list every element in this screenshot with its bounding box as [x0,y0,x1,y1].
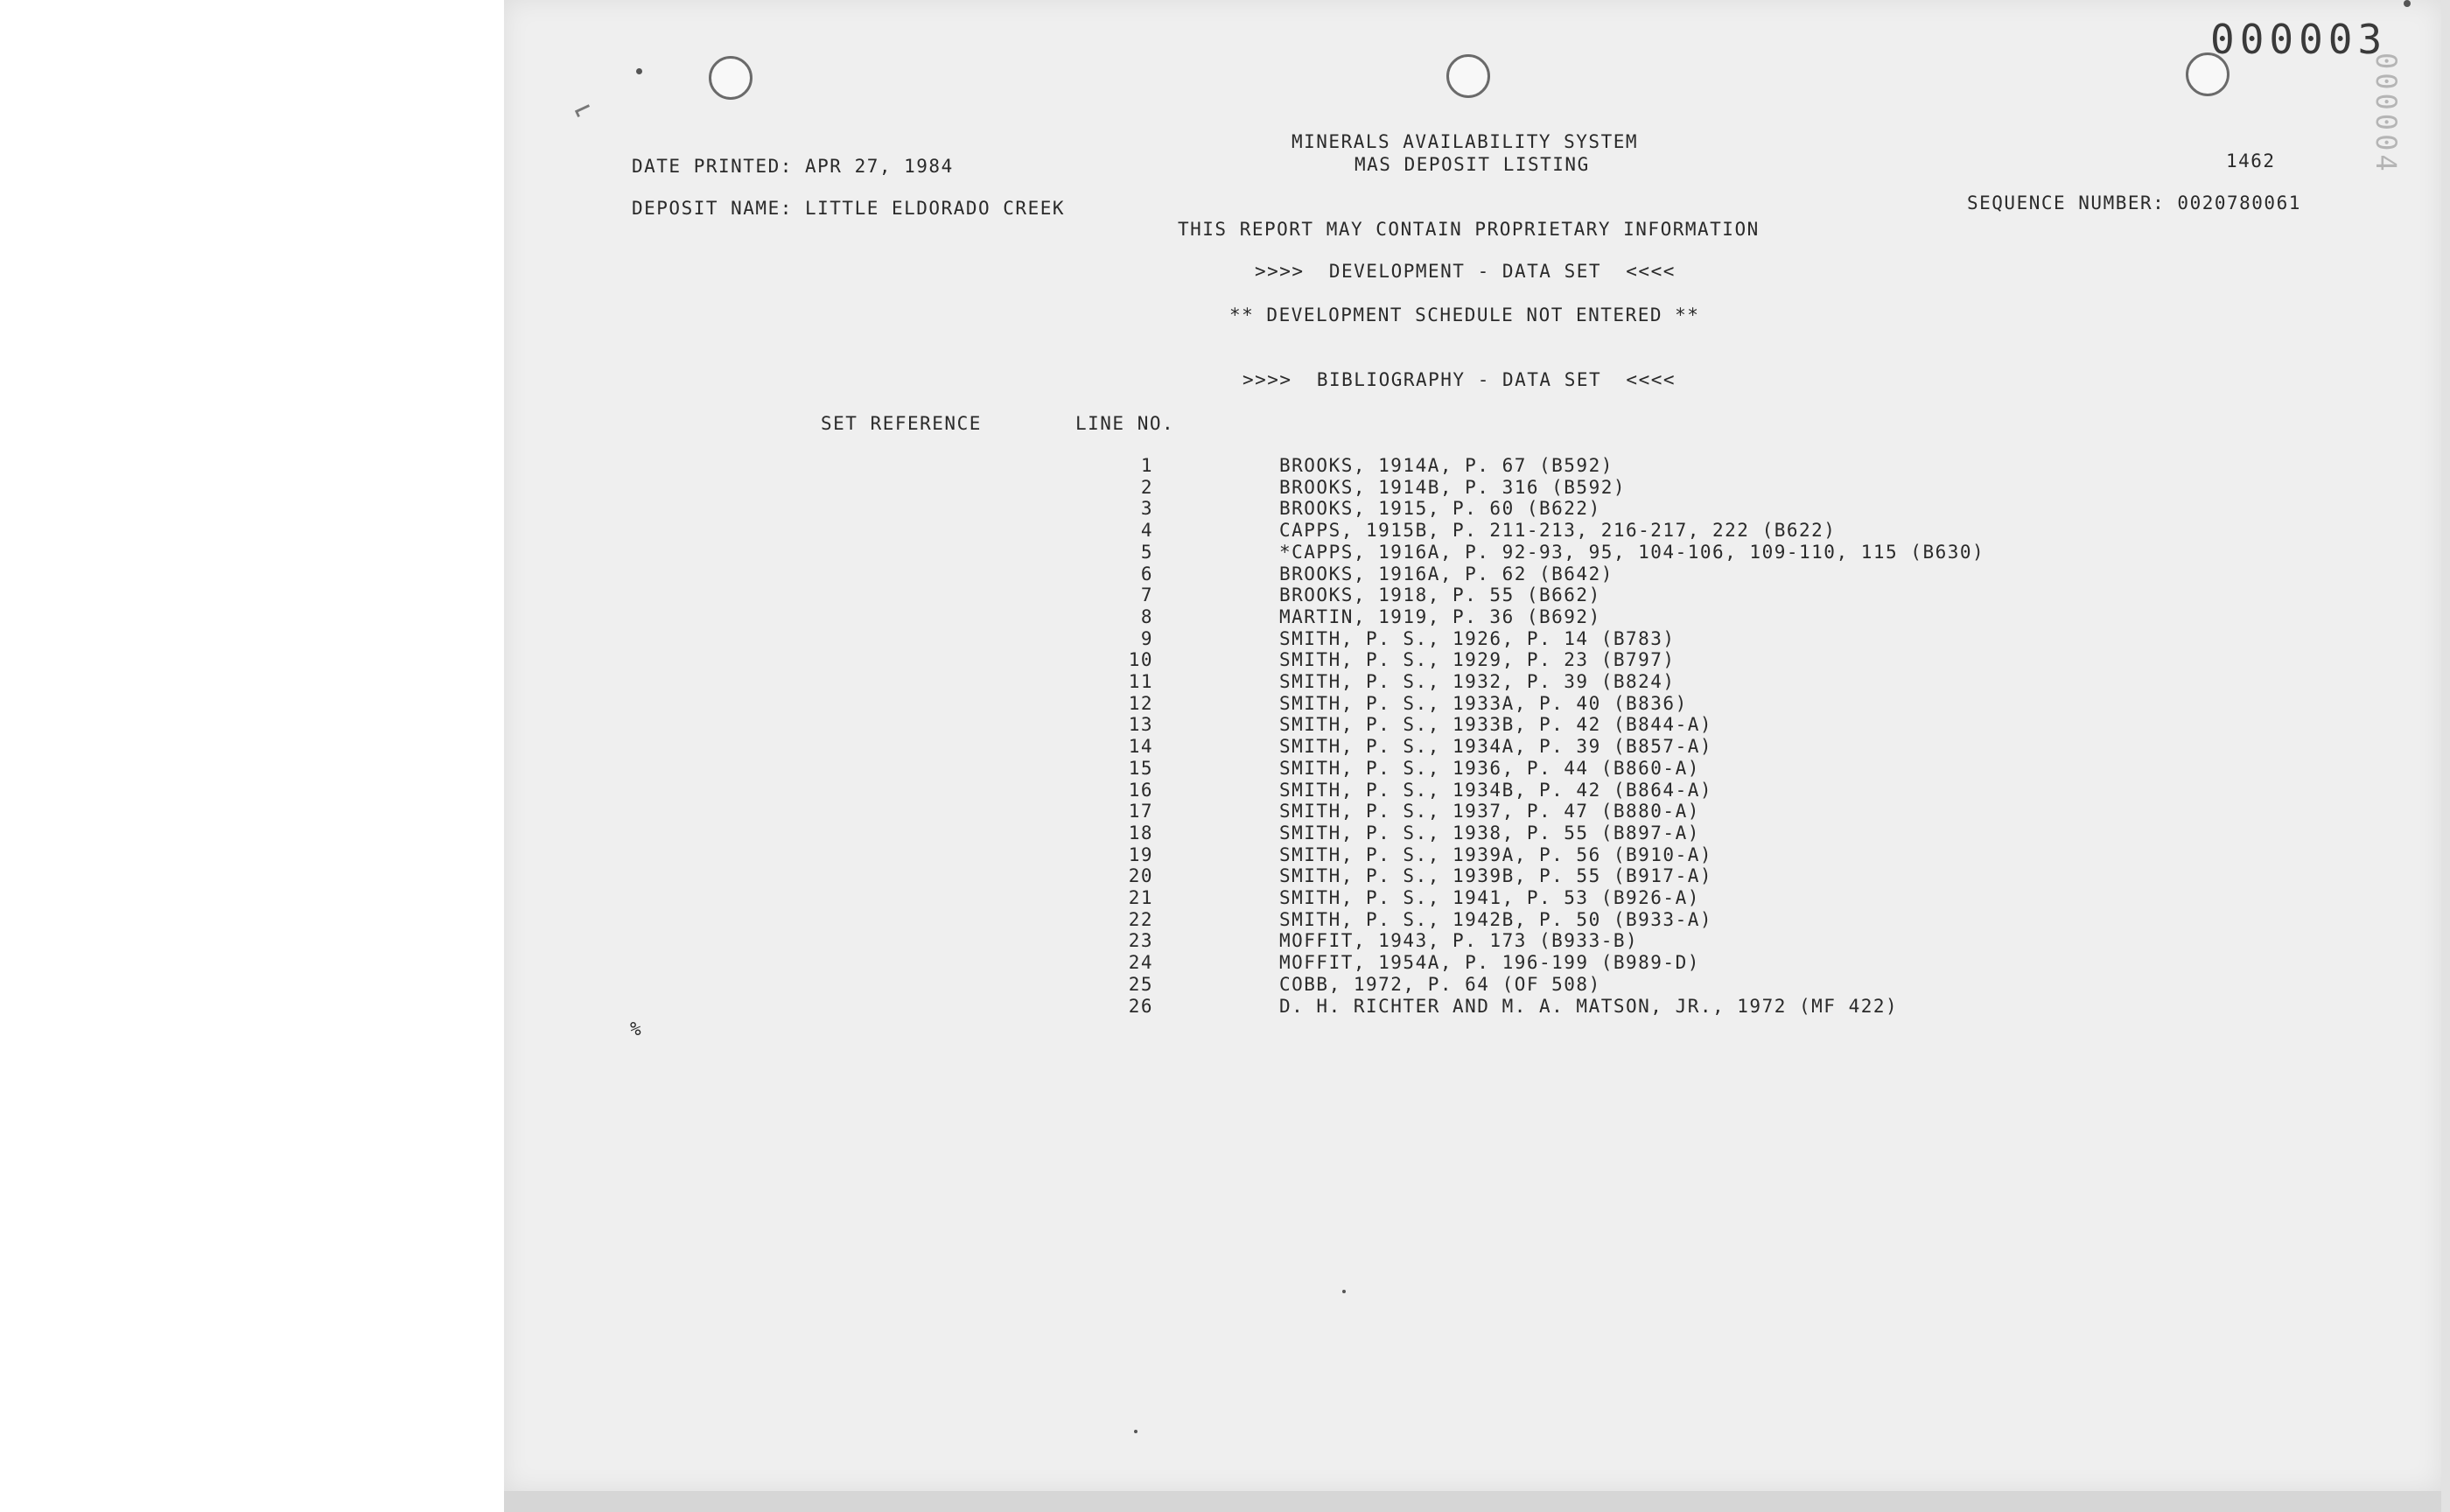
line-number: 19 [1128,844,1153,865]
bibliography-row [0,498,2450,520]
reference-text: SMITH, P. S., 1937, P. 47 (B880-A) [1279,801,1700,822]
line-number: 13 [1128,714,1153,736]
bibliography-row [0,909,2450,931]
reference-text: BROOKS, 1915, P. 60 (B622) [1279,498,1601,520]
line-number: 10 [1128,649,1153,671]
line-number: 15 [1128,757,1153,779]
sheet-bottom-edge [504,1491,2450,1512]
line-number: 25 [1128,973,1153,995]
bibliography-row [0,822,2450,844]
bibliography-row [0,455,2450,477]
line-number: 12 [1128,692,1153,714]
reference-text: BROOKS, 1918, P. 55 (B662) [1279,584,1601,606]
bibliography-row [0,952,2450,974]
bibliography-row [0,671,2450,693]
line-number: 8 [1140,606,1153,627]
line-number: 4 [1140,520,1153,542]
bibliography-row [0,974,2450,996]
reference-text: MOFFIT, 1943, P. 173 (B933-B) [1279,930,1639,952]
reference-text: SMITH, P. S., 1938, P. 55 (B897-A) [1279,822,1700,844]
listing-title: MAS DEPOSIT LISTING [1354,154,1590,175]
bibliography-row [0,649,2450,671]
line-number: 22 [1128,908,1153,930]
reference-text: MOFFIT, 1954A, P. 196-199 (B989-D) [1279,952,1700,974]
line-number: 16 [1128,779,1153,801]
bibliography-row [0,693,2450,715]
col-set-reference: SET REFERENCE [821,413,982,434]
reference-text: BROOKS, 1914B, P. 316 (B592) [1279,476,1627,498]
deposit-name: DEPOSIT NAME: LITTLE ELDORADO CREEK [632,198,1066,219]
development-title: >>>> DEVELOPMENT - DATA SET <<<< [1255,261,1676,282]
bibliography-row [0,477,2450,499]
page-stamp: 000003 [2210,16,2388,63]
speck [2404,0,2411,7]
line-number: 3 [1140,498,1153,520]
development-note: ** DEVELOPMENT SCHEDULE NOT ENTERED ** [1229,304,1700,326]
bibliography-row [0,758,2450,780]
speck [636,68,642,74]
bibliography-row [0,628,2450,650]
bibliography-row [0,736,2450,758]
reference-text: SMITH, P. S., 1933A, P. 40 (B836) [1279,692,1688,714]
reference-text: CAPPS, 1915B, P. 211-213, 216-217, 222 (B622) [1279,520,1837,542]
reference-text: SMITH, P. S., 1936, P. 44 (B860-A) [1279,757,1700,779]
line-number: 2 [1140,476,1153,498]
reference-text: SMITH, P. S., 1929, P. 23 (B797) [1279,649,1676,671]
line-number: 6 [1140,563,1153,584]
bibliography-list [0,455,2450,1032]
reference-text: SMITH, P. S., 1941, P. 53 (B926-A) [1279,887,1700,908]
bibliography-title: >>>> BIBLIOGRAPHY - DATA SET <<<< [1242,369,1676,390]
line-number: 14 [1128,736,1153,758]
line-number: 18 [1128,822,1153,844]
reference-text: SMITH, P. S., 1932, P. 39 (B824) [1279,671,1676,692]
line-number: 5 [1140,541,1153,563]
speck [1134,1430,1138,1433]
footer-mark: % [630,1018,643,1040]
side-stamp: 000004 [2370,52,2403,175]
line-number: 24 [1128,952,1153,974]
bibliography-row [0,520,2450,542]
punch-hole-left [709,56,752,100]
reference-text: SMITH, P. S., 1939B, P. 55 (B917-A) [1279,865,1713,887]
pencil-mark: ⌐ [567,90,598,130]
reference-text: SMITH, P. S., 1926, P. 14 (B783) [1279,627,1676,649]
bibliography-row [0,844,2450,866]
reference-text: SMITH, P. S., 1934B, P. 42 (B864-A) [1279,779,1713,801]
sequence-number: SEQUENCE NUMBER: 0020780061 [1967,192,2301,214]
bibliography-row [0,542,2450,564]
bibliography-row [0,865,2450,887]
bibliography-row [0,801,2450,822]
line-number: 23 [1128,930,1153,952]
speck [1342,1290,1346,1293]
reference-text: MARTIN, 1919, P. 36 (B692) [1279,606,1601,627]
line-number: 1 [1140,455,1153,476]
line-number: 26 [1128,995,1153,1017]
reference-text: D. H. RICHTER AND M. A. MATSON, JR., 1972 (MF 422) [1279,995,1899,1017]
col-line-no: LINE NO. [1075,413,1175,434]
line-number: 17 [1128,801,1153,822]
system-title: MINERALS AVAILABILITY SYSTEM [1292,131,1639,152]
line-number: 9 [1140,627,1153,649]
bibliography-row [0,584,2450,606]
date-printed: DATE PRINTED: APR 27, 1984 [632,156,954,177]
reference-text: SMITH, P. S., 1939A, P. 56 (B910-A) [1279,844,1713,865]
proprietary-notice: THIS REPORT MAY CONTAIN PROPRIETARY INFORMATION [1178,219,1760,240]
line-number: 7 [1140,584,1153,606]
bibliography-row [0,887,2450,909]
line-number: 11 [1128,671,1153,692]
bibliography-row [0,606,2450,628]
bibliography-row [0,564,2450,585]
reference-text: BROOKS, 1916A, P. 62 (B642) [1279,563,1614,584]
bibliography-row [0,780,2450,802]
reference-text: SMITH, P. S., 1934A, P. 39 (B857-A) [1279,736,1713,758]
page-number: 1462 [2226,150,2276,172]
punch-hole-center [1446,54,1490,98]
line-number: 21 [1128,887,1153,908]
bibliography-row [0,930,2450,952]
reference-text: BROOKS, 1914A, P. 67 (B592) [1279,455,1614,476]
bibliography-row [0,996,2450,1018]
reference-text: *CAPPS, 1916A, P. 92-93, 95, 104-106, 109-110, 115 (B630) [1279,541,1985,563]
reference-text: SMITH, P. S., 1942B, P. 50 (B933-A) [1279,908,1713,930]
bibliography-row [0,714,2450,736]
line-number: 20 [1128,865,1153,887]
reference-text: COBB, 1972, P. 64 (OF 508) [1279,973,1601,995]
reference-text: SMITH, P. S., 1933B, P. 42 (B844-A) [1279,714,1713,736]
